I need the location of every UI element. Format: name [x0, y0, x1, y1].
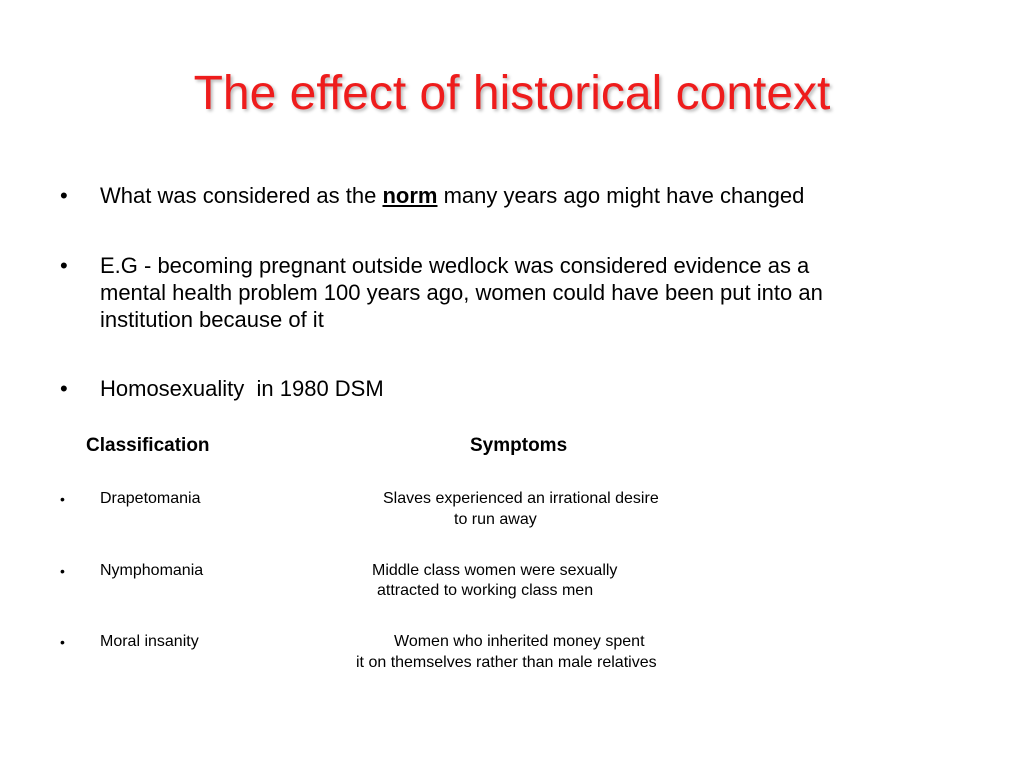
- bullet-line: E.G - becoming pregnant outside wedlock was considered evidence as a: [100, 253, 810, 278]
- bullet-text-after: many years ago might have changed: [437, 183, 805, 208]
- symptom-line: to run away: [454, 511, 537, 528]
- symptom-line: it on themselves rather than male relatives: [356, 654, 657, 671]
- bullet-dot: •: [60, 634, 65, 650]
- symptoms-header: Symptoms: [470, 435, 568, 456]
- symptom-line: Middle class women were sexually: [372, 562, 618, 579]
- slide-title: The effect of historical context: [193, 67, 831, 120]
- classification-label: Nymphomania: [100, 562, 204, 579]
- bullet-text-before: What was considered as the: [100, 183, 383, 208]
- bullet-line: mental health problem 100 years ago, women could have been put into an: [100, 280, 823, 305]
- norm-emphasis: norm: [382, 183, 438, 208]
- bullet-dot: •: [60, 253, 68, 278]
- bullet-dot: •: [60, 183, 68, 208]
- classification-header: Classification: [86, 435, 210, 456]
- bullet-text: Homosexuality in 1980 DSM: [100, 376, 384, 401]
- bullet-text: [100, 182, 980, 209]
- bullet-dot: •: [60, 491, 65, 507]
- symptom-line: attracted to working class men: [377, 582, 594, 599]
- bullet-text: [100, 252, 980, 333]
- bullet-dot: •: [60, 376, 68, 401]
- bullet-line: institution because of it: [100, 307, 324, 332]
- classification-label: Moral insanity: [100, 633, 199, 650]
- classification-label: Drapetomania: [100, 490, 201, 507]
- symptom-line: Women who inherited money spent: [394, 633, 645, 650]
- bullet-dot: •: [60, 563, 65, 579]
- symptom-line: Slaves experienced an irrational desire: [383, 490, 659, 507]
